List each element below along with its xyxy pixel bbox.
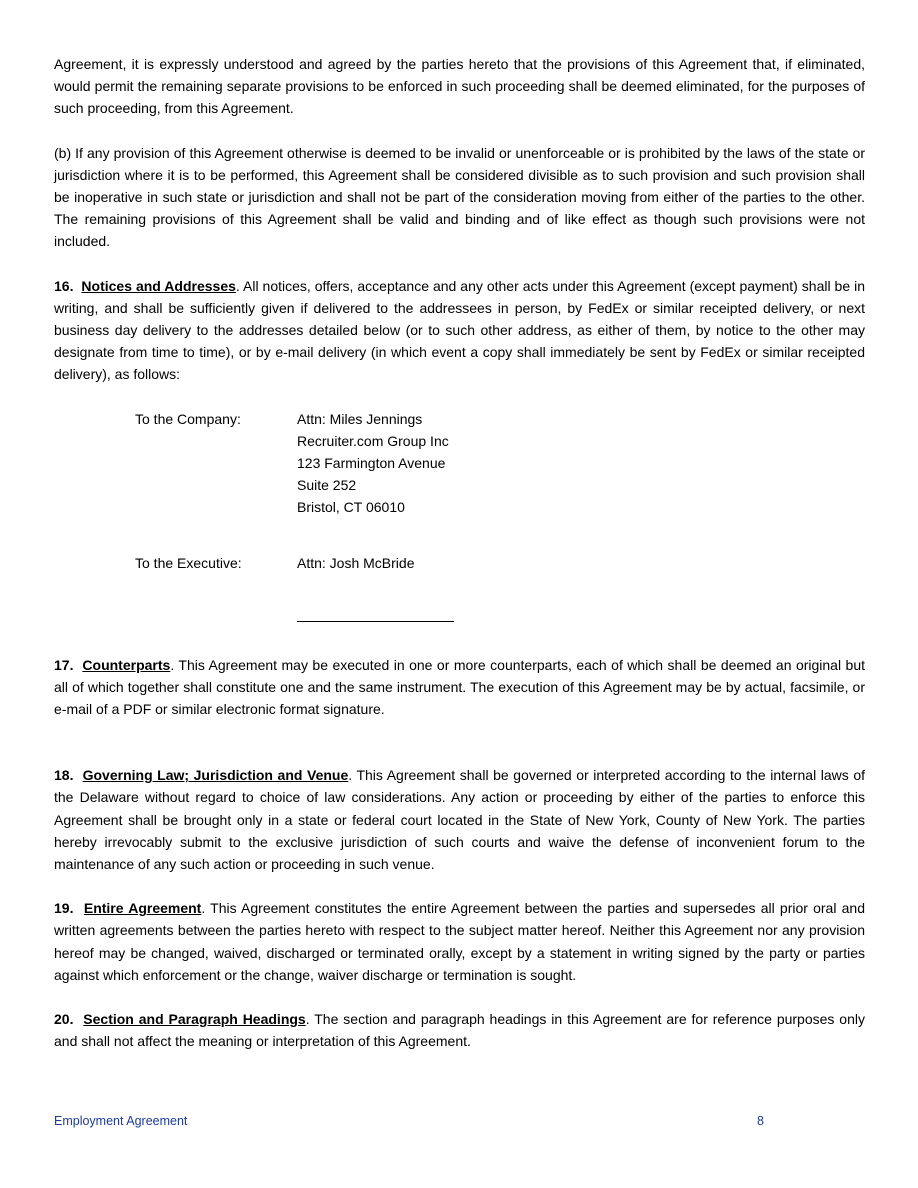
section-19-text: . This Agreement constitutes the entire Agreement between the parties and supersedes all prior oral and written agreements between the parties hereto with respect to the subject matter hereof. Neither this Agreement nor any provision hereof may be changed, waived, discharged or terminated orally, except by a statement in writing signed by the party or parties against which enforcement or the change, waiver discharge or termination is sought. [54,900,865,983]
company-address-lines [297,408,449,519]
company-address-block [54,408,865,516]
executive-address-label: To the Executive: [135,554,242,571]
section-18-title: Governing Law; Jurisdiction and Venue [82,767,349,784]
section-16 [54,275,865,386]
executive-attn: Attn: Josh McBride [297,554,415,571]
section-18-text: . This Agreement shall be governed or interpreted according to the internal laws of the Delaware without regard to choice of law considerations. Any action or proceeding by either of the parties to enforce this Agreement shall be brought only in a state or federal court located in the State of New York, County of New York. The parties hereby irrevocably submit to the exclusive jurisdiction of such courts and waive the defense of inconvenient forum to the maintenance of any such action or proceeding in such venue. [54,767,865,873]
section-16-title: Notices and Addresses [81,277,236,294]
paragraph-intro: Agreement, it is expressly understood and agreed by the parties hereto that the provisions of this Agreement that, if eliminated, would permit the remaining separate provisions to be enforced in such proceeding shall be deemed eliminated, for the purposes of such proceeding, from this Agreement. [54,56,865,117]
section-17-text: . This Agreement may be executed in one or more counterparts, each of which shall be deemed an original but all of which together shall constitute one and the same instrument. The execution of this Agreement may be by actual, facsimile, or e-mail of a PDF or similar electronic format signature. [54,656,866,718]
section-19-number: 19. [54,900,74,917]
section-18-number: 18. [54,767,74,784]
executive-address-lines [297,552,415,574]
paragraph-b: (b) If any provision of this Agreement otherwise is deemed to be invalid or unenforceable or is prohibited by the laws of the state or jurisdiction where it is to be performed, this Agreement shall be considered divisible as to such provision and such provision shall be inoperative in such state or jurisdiction and shall not be part of the consideration moving from either of the parties to the other. The remaining provisions of this Agreement shall be valid and binding and of like effect as though such provisions were not included. [54,144,865,250]
section-16-text: . All notices, offers, acceptance and any other acts under this Agreement (except payment) shall be in writing, and shall be sufficiently given if delivered to the addressees in person, by FedEx or similar receipted delivery, or next business day delivery to the addresses detailed below (or to such other address, as either of them, by notice to the other may designate from time to time), or by e-mail delivery (in which event a copy shall immediately be sent by FedEx or similar receipted delivery), as follows: [54,277,865,383]
company-city: Bristol, CT 06010 [297,499,405,516]
section-20-title: Section and Paragraph Headings [83,1011,306,1028]
footer-document-title: Employment Agreement [54,1114,188,1128]
section-16-number: 16. [54,277,74,294]
footer-page-number: 8 [757,1114,764,1128]
company-suite: Suite 252 [297,477,357,494]
page-footer [54,1114,764,1128]
section-20 [54,1008,865,1052]
section-20-number: 20. [54,1011,74,1028]
executive-address-blank-line [297,621,454,622]
section-17-title: Counterparts [82,656,171,673]
company-attn: Attn: Miles Jennings [297,410,423,427]
executive-address-block [54,552,865,632]
section-20-text: . The section and paragraph headings in this Agreement are for reference purposes only and shall not affect the meaning or interpretation of this Agreement. [54,1011,865,1050]
company-name: Recruiter.com Group Inc [297,432,449,449]
company-address-label: To the Company: [135,410,241,427]
section-19 [54,897,865,986]
section-19-title: Entire Agreement [83,900,202,917]
section-18 [54,764,865,875]
company-street: 123 Farmington Avenue [297,455,446,472]
section-17 [54,654,865,721]
document-body [54,53,865,1052]
section-17-number: 17. [54,656,74,673]
